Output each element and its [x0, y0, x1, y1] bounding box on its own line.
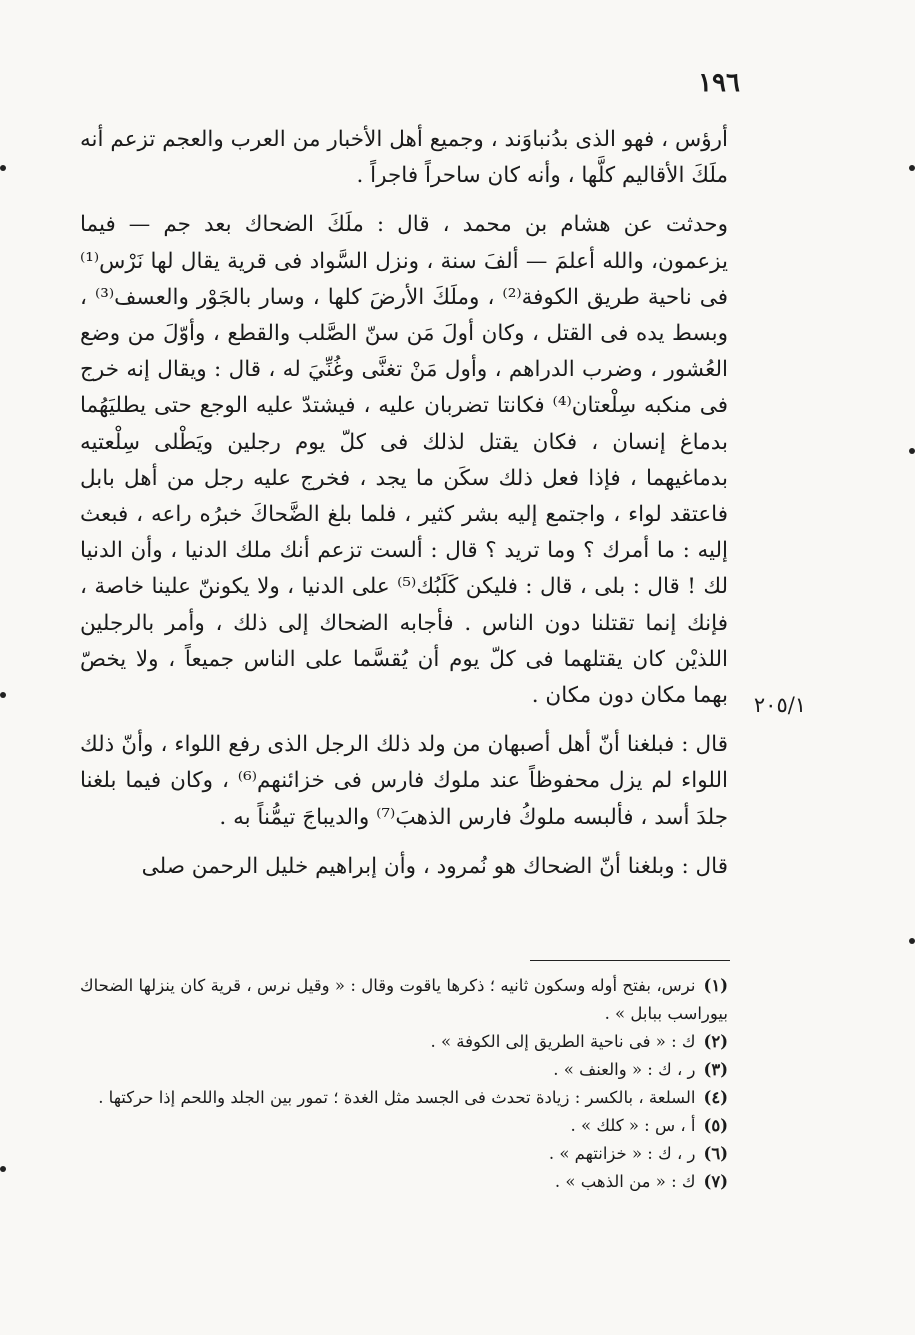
footnote-number: (٥)	[703, 1116, 728, 1135]
paragraph-1: أرؤس ، فهو الذى بدُنباوَند ، وجميع أهل الأخبار من العرب والعجم تزعم أنه ملَكَ الأقاليم كلَّها ، وأنه كان ساحراً فاجراً .	[80, 127, 728, 189]
footnote-5	[80, 1112, 728, 1140]
footnote-divider	[530, 960, 730, 961]
footnote-6	[80, 1140, 728, 1168]
footnote-number: (٤)	[703, 1088, 728, 1107]
footnote-text: ر ، ك : « خزانتهم » .	[548, 1144, 696, 1163]
binding-mark	[0, 165, 6, 171]
binding-mark	[0, 692, 6, 698]
binding-mark	[909, 938, 915, 944]
footnote-4	[80, 1084, 728, 1112]
binding-mark	[0, 1166, 6, 1172]
footnote-number: (٣)	[703, 1060, 728, 1079]
binding-mark	[909, 165, 915, 171]
footnote-number: (١)	[703, 976, 728, 995]
footnote-1	[80, 972, 728, 1028]
footnote-7	[80, 1168, 728, 1196]
footnotes	[80, 972, 728, 1196]
paragraph-4: قال : وبلغنا أنّ الضحاك هو نُمرود ، وأن إبراهيم خليل الرحمن صلى	[141, 853, 728, 879]
footnote-text: السلعة ، بالكسر : زيادة تحدث فى الجسد مثل الغدة ؛ تمور بين الجلد واللحم إذا حركتها .	[98, 1088, 696, 1107]
footnote-number: (٧)	[703, 1172, 728, 1191]
binding-mark	[909, 448, 915, 454]
paragraph-2: وحدثت عن هشام بن محمد ، قال : ملَكَ الضحاك بعد جم — فيما يزعمون، والله أعلمَ — ألفَ سنة ، ونزل السَّواد فى قرية يقال لها نَرْس⁽¹⁾ فى ناحية طريق الكوفة⁽²⁾ ، وملَكَ الأرضَ كلها ، وسار بالجَوْر والعسف⁽³⁾ ، وبسط يده فى القتل ، وكان أولَ مَن سنّ الصَّلب والقطع ، وأوّلَ من وضع العُشور ، وضرب الدراهم ، وأول مَنْ تغنَّى وغُنِّيَ له ، قال : ويقال إنه خرج فى منكبه سِلْعتان⁽⁴⁾ فكانتا تضربان عليه ، فيشتدّ عليه الوجع حتى يطليَهُما بدماغ إنسان ، فكان يقتل لذلك فى كلّ يوم رجلين ويَطْلى سِلْعتيه بدماغيهما ، فإذا فعل ذلك سكَن ما يجد ، فخرج عليه رجل من أهل بابل فاعتقد لواء ، واجتمع إليه بشر كثير ، فلما بلغ الضَّحاكَ خبرُه راعه ، فبعث إليه : ما أمرك ؟ وما تريد ؟ قال : ألست تزعم أنك ملك الدنيا ، وأن الدنيا لك ! قال : بلى ، قال : فليكن كَلَبُك⁽⁵⁾ على الدنيا ، ولا يكوننّ علينا خاصة ، فإنك إنما تقتلنا دون الناس . فأجابه الضحاك إلى ذلك ، وأمر بالرجلين اللذيْن كان يقتلهما فى كلّ يوم أن يُقسَّما على الناس جميعاً ، ولا يخصّ بهما مكان دون مكان .	[80, 212, 729, 709]
footnote-text: ك : « من الذهب » .	[554, 1172, 696, 1191]
paragraph-3: قال : فبلغنا أنّ أهل أصبهان من ولد ذلك الرجل الذى رفع اللواء ، وأنّ ذلك اللواء لم يزل محفوظاً عند ملوك فارس فى خزائنهم⁽⁶⁾ ، وكان فيما بلغنا جلدَ أسد ، فألبسه ملوكُ فارس الذهبَ⁽⁷⁾ والديباجَ تيمُّناً به .	[80, 732, 728, 830]
footnote-text: ر ، ك : « والعنف » .	[553, 1060, 696, 1079]
footnote-number: (٦)	[703, 1144, 728, 1163]
main-text-body	[80, 122, 728, 898]
page-number: ١٩٦	[698, 68, 740, 98]
footnote-3	[80, 1056, 728, 1084]
footnote-number: (٢)	[703, 1032, 728, 1051]
footnote-text: ك : « فى ناحية الطريق إلى الكوفة » .	[430, 1032, 696, 1051]
margin-reference: ٢٠٥/١	[753, 693, 807, 717]
footnote-text: أ ، س : « كلك » .	[570, 1116, 696, 1135]
footnote-2	[80, 1028, 728, 1056]
footnote-text: نرس، بفتح أوله وسكون ثانيه ؛ ذكرها ياقوت وقال : « وقيل نرس ، قرية كان ينزلها الضحاك بيوراسب ببابل » .	[80, 976, 728, 1023]
